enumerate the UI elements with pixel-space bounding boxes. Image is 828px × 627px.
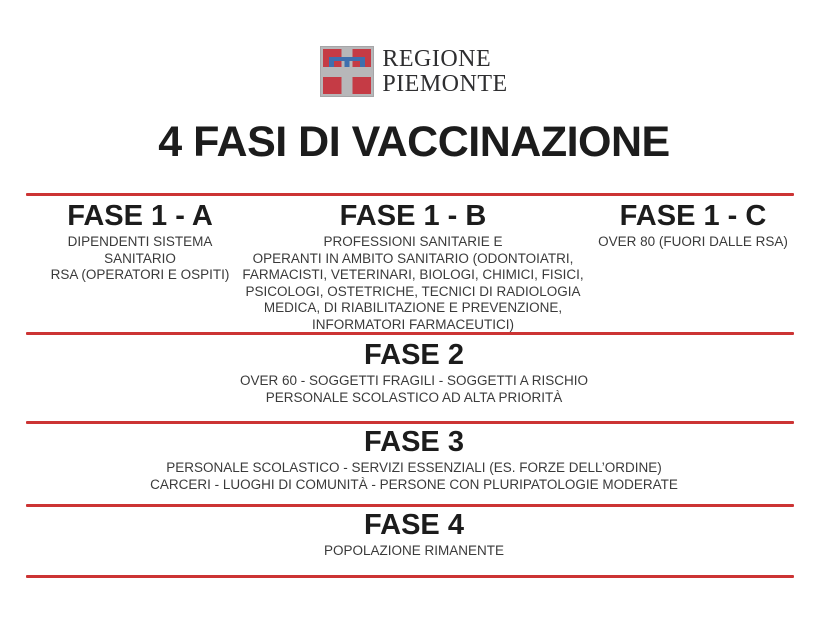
red-divider bbox=[26, 504, 794, 507]
red-divider bbox=[26, 193, 794, 196]
phase-line: PROFESSIONI SANITARIE E bbox=[323, 234, 503, 249]
shield-cross-horizontal bbox=[323, 67, 371, 77]
regione-piemonte-logo bbox=[0, 46, 828, 97]
red-divider bbox=[26, 575, 794, 578]
phase-line: POPOLAZIONE RIMANENTE bbox=[323, 543, 505, 558]
piemonte-coat-of-arms-icon bbox=[320, 46, 374, 97]
phase-line: FARMACISTI, VETERINARI, BIOLOGI, CHIMICI, FISICI, bbox=[242, 267, 584, 282]
phase-line: INFORMATORI FARMACEUTICI) bbox=[312, 316, 514, 332]
phase-line: OVER 60 - SOGGETTI FRAGILI - SOGGETTI A RISCHIO bbox=[239, 373, 589, 388]
phase-title: FASE 3 bbox=[364, 426, 464, 458]
phase-line: PERSONALE SCOLASTICO - SERVIZI ESSENZIALI (ES. FORZE DELL’ORDINE) bbox=[166, 460, 662, 475]
phase-title: FASE 2 bbox=[364, 339, 464, 371]
phase-line: PERSONALE SCOLASTICO AD ALTA PRIORITÀ bbox=[265, 389, 563, 405]
phase-line: OVER 80 (FUORI DALLE RSA) bbox=[598, 234, 788, 249]
phase-fase-3 bbox=[0, 428, 828, 493]
logo-line-regione: REGIONE bbox=[382, 45, 492, 72]
page-title: 4 FASI DI VACCINAZIONE bbox=[158, 118, 670, 166]
shield-lambel-pendant bbox=[345, 57, 350, 67]
phase-line: RSA (OPERATORI E OSPITI) bbox=[50, 267, 230, 282]
phase-title: FASE 1 - C bbox=[619, 200, 767, 232]
phase-fase-1b bbox=[238, 202, 588, 333]
logo-line-piemonte: PIEMONTE bbox=[382, 70, 508, 97]
phase-title: FASE 1 - B bbox=[339, 200, 487, 232]
phase-line: MEDICA, DI RIABILITAZIONE E PREVENZIONE, bbox=[263, 300, 563, 315]
phase-line: OPERANTI IN AMBITO SANITARIO (ODONTOIATRI, bbox=[252, 250, 574, 266]
phase-fase-4 bbox=[0, 511, 828, 560]
phase-line: SANITARIO bbox=[104, 250, 176, 266]
phase-fase-2 bbox=[0, 341, 828, 406]
shield-lambel-pendant bbox=[360, 57, 365, 67]
logo-wordmark bbox=[382, 47, 507, 97]
phase-title: FASE 1 - A bbox=[67, 200, 213, 232]
phase-line: DIPENDENTI SISTEMA bbox=[67, 234, 213, 249]
phase-line: PSICOLOGI, OSTETRICHE, TECNICI DI RADIOLOGIA bbox=[245, 283, 581, 299]
phase-fase-1a bbox=[22, 202, 258, 284]
red-divider bbox=[26, 421, 794, 424]
phase-fase-1c bbox=[578, 202, 808, 251]
shield-lambel-pendant bbox=[329, 57, 334, 67]
phase-title: FASE 4 bbox=[364, 509, 464, 541]
phase-line: CARCERI - LUOGHI DI COMUNITÀ - PERSONE CON PLURIPATOLOGIE MODERATE bbox=[150, 476, 678, 492]
